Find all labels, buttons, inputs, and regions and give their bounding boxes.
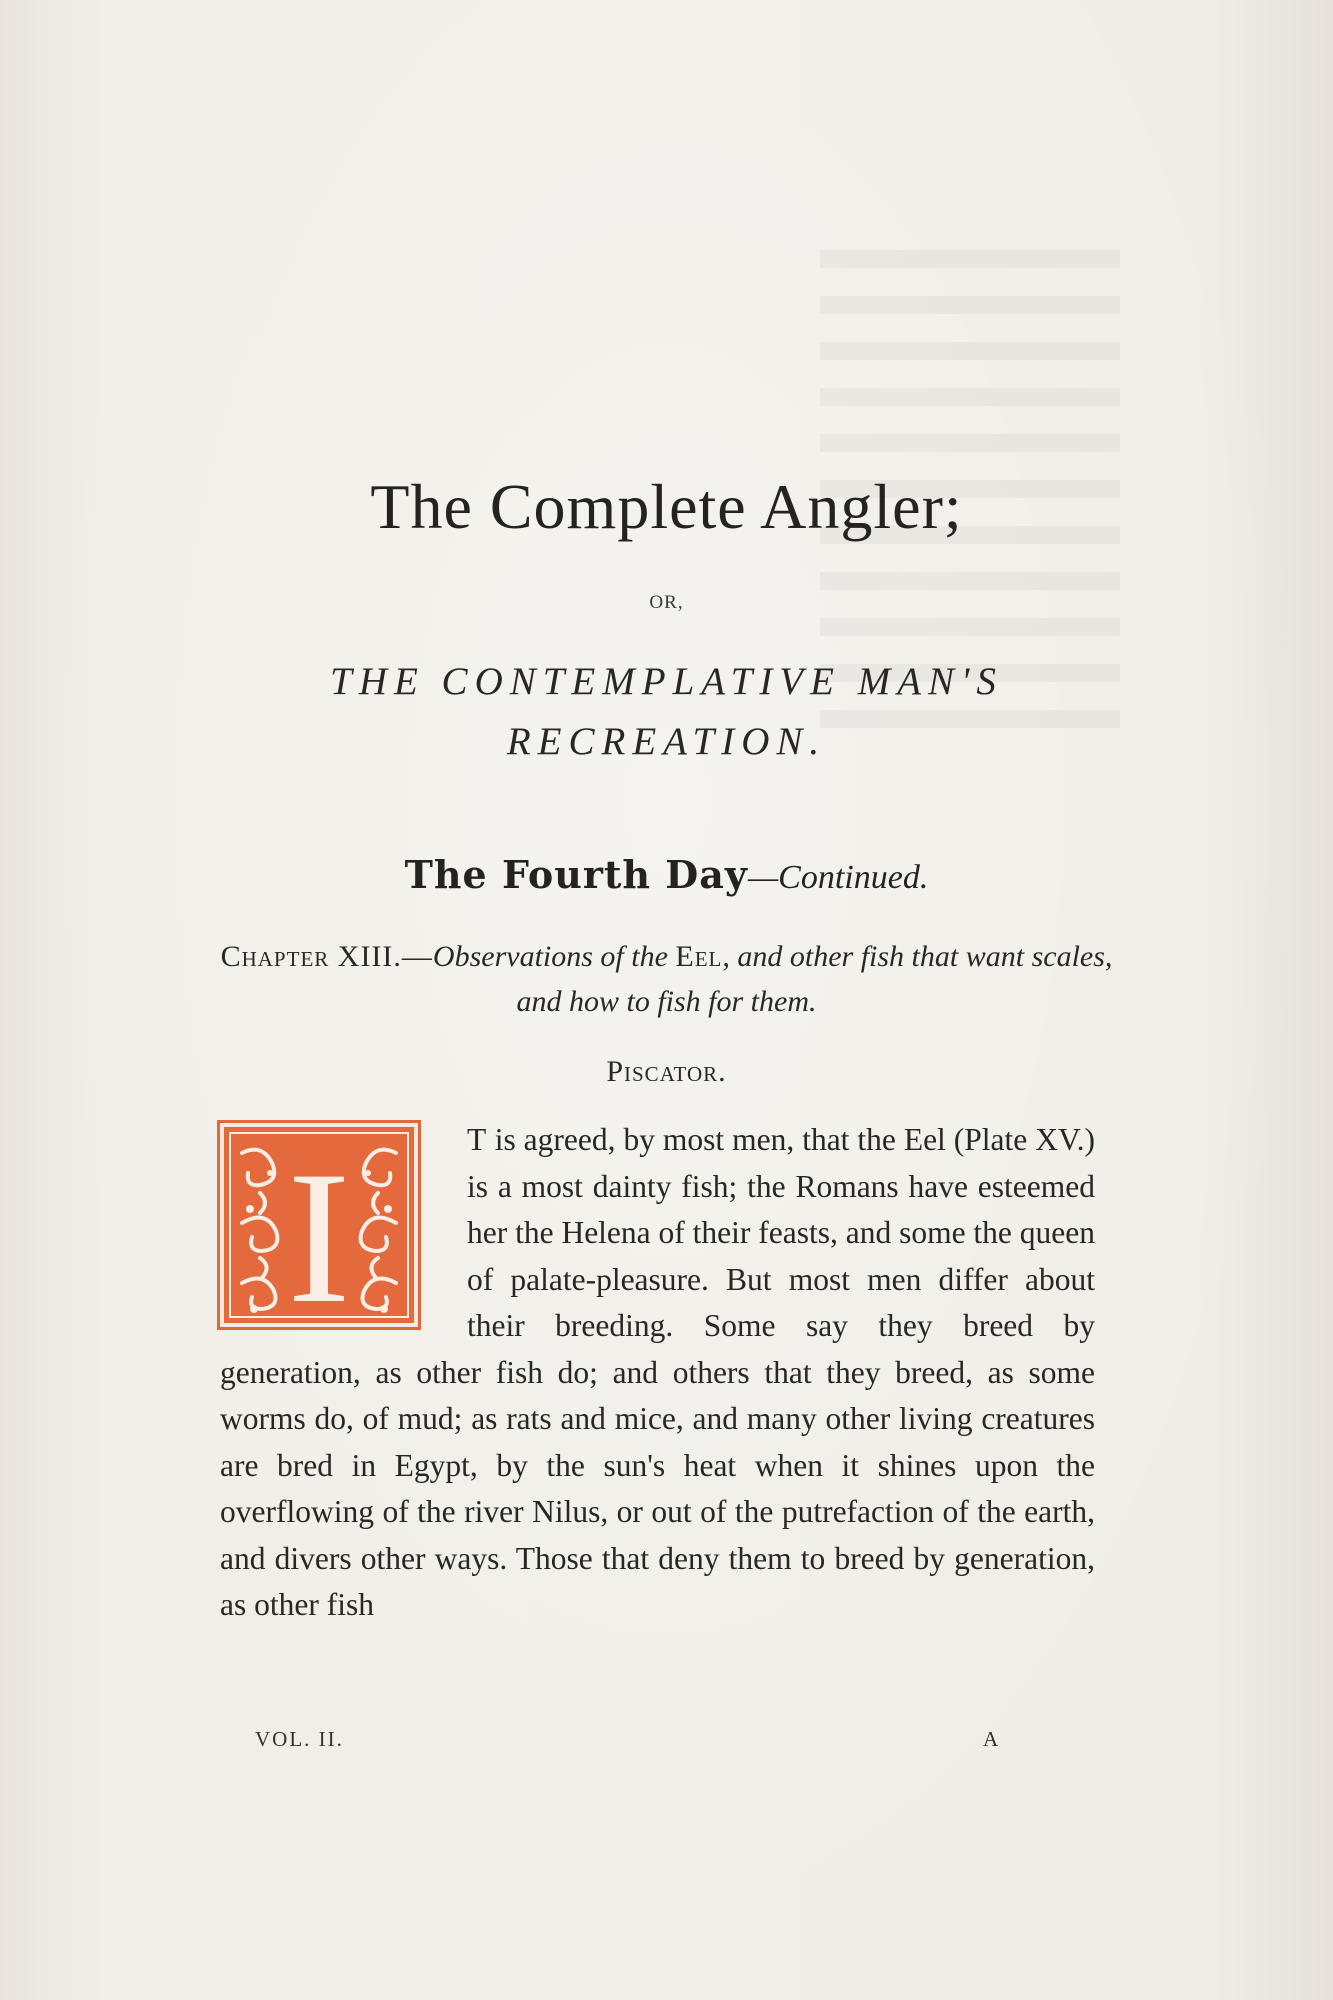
body-paragraph-text: is agreed, by most men, that the Eel (Plate XV.) is a most dainty fish; the Romans have esteemed her the Helena of their feasts, and some the queen of palate-pleasure. But most men differ about their breeding. Some say they breed by generation, as other fish do; and others that they breed, as some worms do, of mud; as rats and mice, and many other living creatures are bred in Egypt, by the sun's heat when it shines upon the overflowing of the river Nilus, or out of the putrefaction of the earth, and divers other ways. Those that deny them to breed by generation, as other fish [220, 1122, 1096, 1622]
book-subtitle [0, 652, 1333, 772]
chapter-label: Chapter XIII.— [220, 940, 433, 973]
day-heading [0, 852, 1333, 898]
body-text [220, 1117, 1095, 1629]
chapter-title-eel: Eel [675, 940, 723, 973]
book-title: The Complete Angler; [370, 471, 963, 542]
body-lead-letter: T [467, 1122, 487, 1157]
day-heading-blackletter: The Fourth Day [404, 852, 748, 897]
chapter-title-part-2: , and other fish that want scales, and how to fish for them. [516, 940, 1113, 1018]
chapter-heading [220, 934, 1113, 1024]
drop-cap-spacer [220, 1117, 467, 1337]
chapter-title-part-1: Observations of the [432, 940, 676, 973]
volume-marker: VOL. II. [255, 1727, 344, 1751]
speaker-name: Piscator. [606, 1055, 727, 1088]
day-heading-continued: —Continued. [747, 859, 929, 896]
drop-cap-letter: I [287, 1133, 351, 1327]
body-paragraph [220, 1117, 1095, 1629]
subtitle-line-1: THE CONTEMPLATIVE MAN'S [330, 660, 1003, 703]
signature-mark: A [983, 1727, 999, 1751]
subtitle-line-2: RECREATION. [506, 720, 827, 763]
title-conjunction: OR, [649, 592, 684, 613]
